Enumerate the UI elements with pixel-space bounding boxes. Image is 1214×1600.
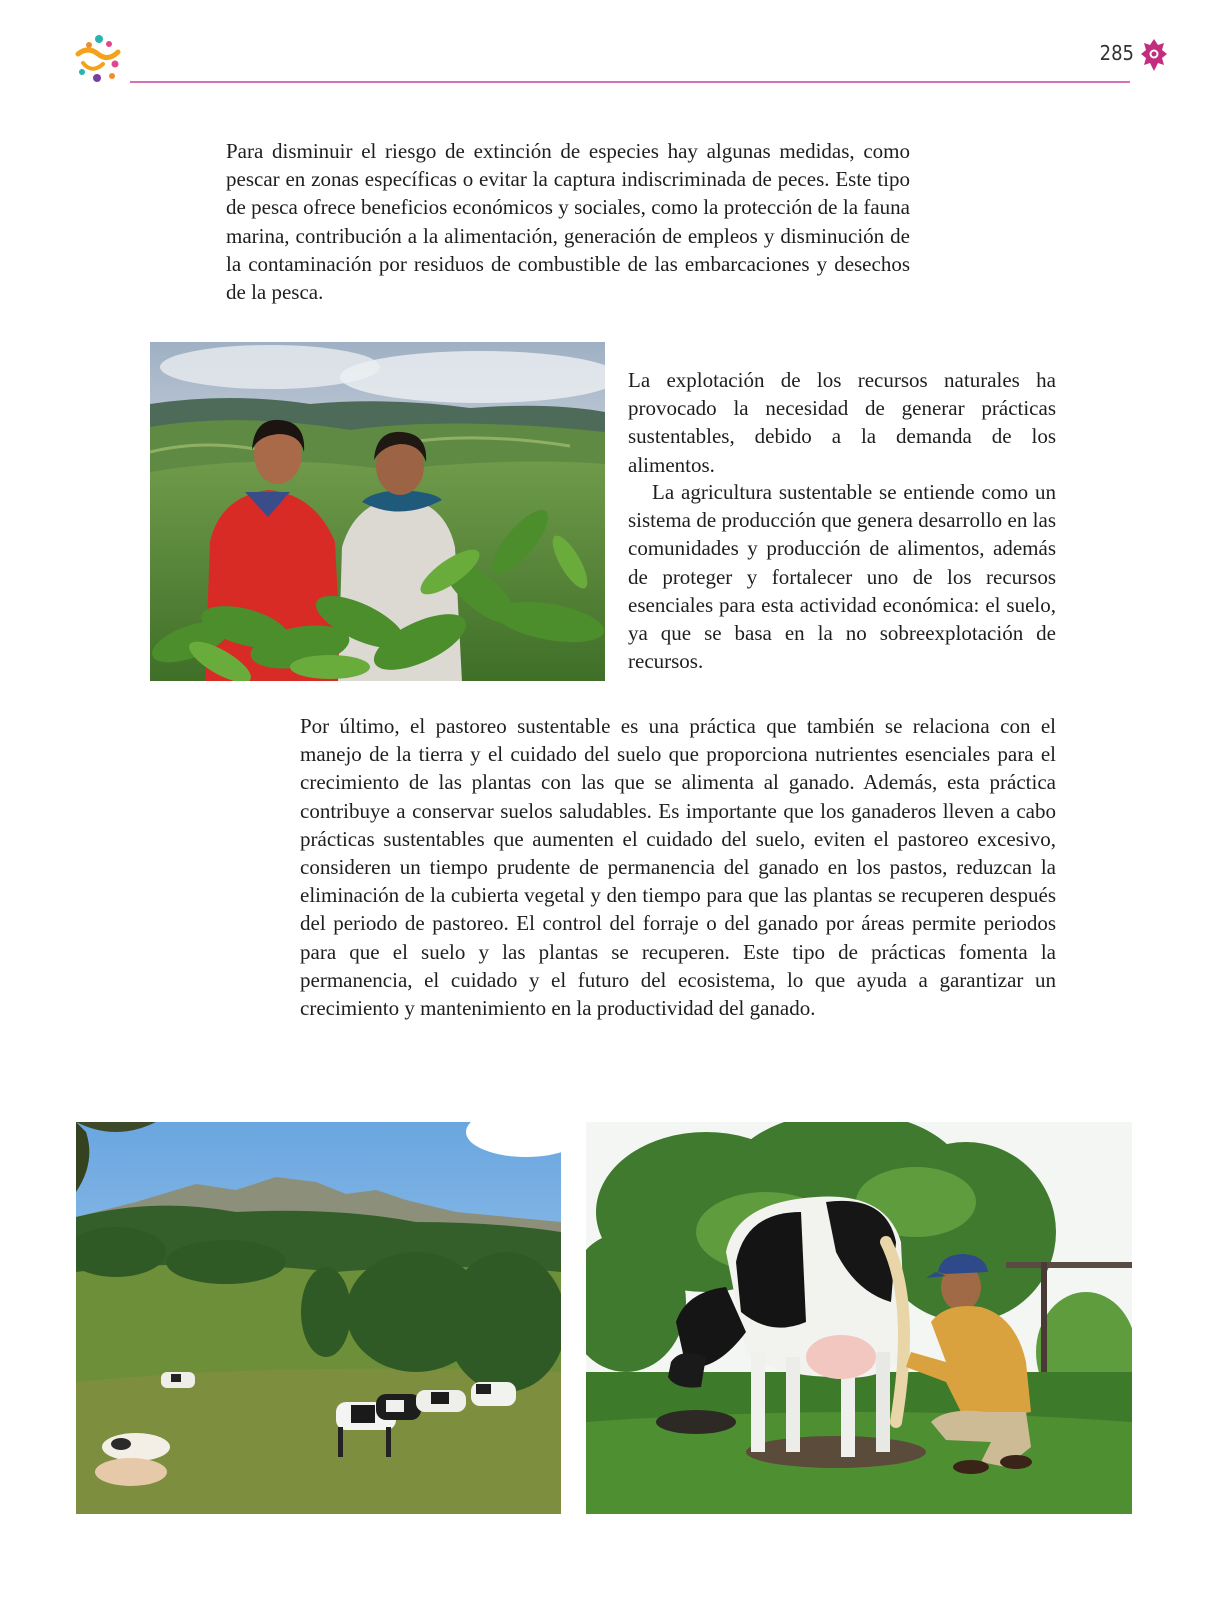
page-number: 285 xyxy=(1099,41,1134,65)
photo-women-harvest xyxy=(150,342,605,681)
magenta-flower-icon xyxy=(1140,38,1168,72)
dotted-figure-logo-icon xyxy=(70,30,128,88)
paragraph-sustainable-agriculture: La agricultura sustentable se entiende como un sistema de producción que genera desarrollo en las comunidades y producción de alimentos, además de proteger y fortalecer uno de los recursos esenciales para esta actividad económica: el suelo, ya que se basa en la no sobreexplotación de recursos. xyxy=(628,480,1056,674)
photo-cows-pasture xyxy=(76,1122,561,1514)
photo-man-milking-cow xyxy=(586,1122,1132,1514)
paragraph-natural-resources: La explotación de los recursos naturales ha provocado la necesidad de generar prácticas sustentables, debido a la demanda de los alimentos. xyxy=(628,368,1056,477)
paragraph-fishing-measures: Para disminuir el riesgo de extinción de especies hay algunas medidas, como pescar en zonas específicas o evitar la captura indiscriminada de peces. Este tipo de pesca ofrece beneficios económicos y sociales, como la protección de la fauna marina, contribución a la alimentación, generación de empleos y disminución de la contaminación por residuos de combustible de las embarcaciones y desechos de la pesca. xyxy=(226,139,910,305)
header-rule xyxy=(130,81,1130,83)
paragraph-sustainable-grazing: Por último, el pastoreo sustentable es una práctica que también se relaciona con el manejo de la tierra y el cuidado del suelo que proporciona nutrientes esenciales para el crecimiento de las plantas con las que se alimenta al ganado. Además, esta práctica contribuye a conservar suelos saludables. Es importante que los ganaderos lleven a cabo prácticas sustentables que aumenten el cuidado del suelo, eviten el pastoreo excesivo, consideren un tiempo prudente de permanencia del ganado en los pastos, reduzcan la eliminación de la cubierta vegetal y den tiempo para que las plantas se recuperen después del periodo de pastoreo. El control del forraje o del ganado por áreas permite periodos para que el suelo y las plantas se recuperen. Este tipo de prácticas fomenta la permanencia, el cuidado y el futuro del ecosistema, lo que ayuda a garantizar un crecimiento y mantenimiento en la productividad del ganado. xyxy=(300,714,1056,1021)
